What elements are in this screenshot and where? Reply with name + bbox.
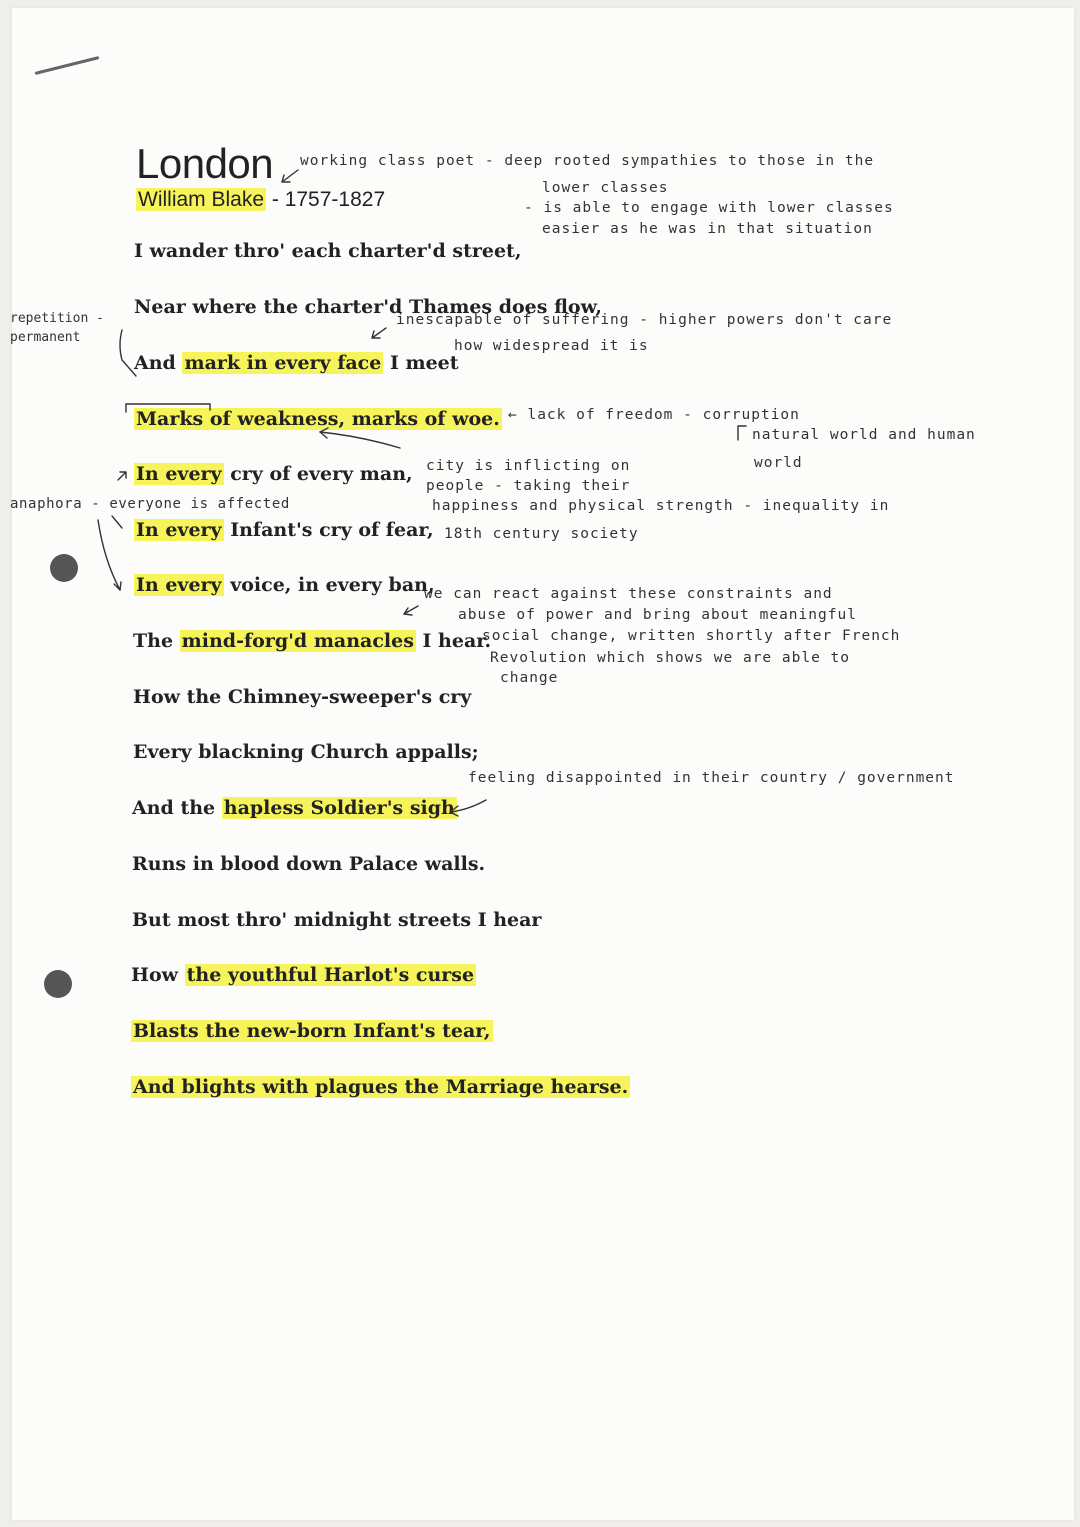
poem-line-text: How the Chimney-sweeper's cry [133,686,472,708]
poem-line-text: And [134,352,183,374]
annotation-city-4: 18th century society [444,526,639,542]
poem-line [132,853,485,875]
annotation-poet-3: - is able to engage with lower classes [524,200,894,216]
annotation-natural-1: natural world and human [752,427,976,443]
annotation-city-1: city is inflicting on [426,458,631,474]
punch-hole-bottom [44,970,72,998]
poem-line-highlight: And blights with plagues the Marriage hearse. [133,1076,629,1098]
poem-line-text: voice, in every ban, [223,574,435,596]
punch-hole-top [50,554,78,582]
poem-line [134,408,502,430]
poem-line-highlight: mind-forg'd manacles [181,630,414,652]
poem-line-highlight: hapless Soldier's sigh [223,797,455,819]
annotation-poet-1: working class poet - deep rooted sympathies to those in the [300,153,875,169]
poem-line-highlight: In every [136,519,222,541]
poem-line-text: But most thro' midnight streets I hear [132,909,542,931]
poem-line-text: Near where the charter'd Thames does flow, [134,296,602,318]
poem-line-text: cry of every man, [223,463,413,485]
annotation-react-2: abuse of power and bring about meaningful [458,607,857,623]
annotation-react-3: social change, written shortly after French [482,628,901,644]
annotation-react-4: Revolution which shows we are able to [490,650,851,666]
annotation-natural-2: world [754,455,803,471]
poem-line [133,630,491,652]
poem-line-highlight: Blasts the new-born Infant's tear, [133,1020,491,1042]
author-dates: - 1757-1827 [271,188,386,211]
poem-line-text: I meet [383,352,459,374]
poem-line-text: I wander thro' each charter'd street, [134,240,522,262]
annotation-anaphora: anaphora - everyone is affected [10,496,290,512]
poem-line [131,1076,630,1098]
poem-line [132,797,457,819]
poem-line-text: How [131,964,185,986]
poem-line [133,741,479,763]
annotation-repetition-2: permanent [10,330,81,345]
poem-line-text: The [133,630,180,652]
poem-line-highlight: Marks of weakness, marks of woe. [136,408,500,430]
annotation-city-3: happiness and physical strength - inequality in [432,498,890,514]
poem-line-text: And the [132,797,222,819]
poem-line-highlight: In every [136,463,222,485]
annotation-react-5: change [500,670,559,686]
poem-line-text: Runs in blood down Palace walls. [132,853,486,875]
poem-line [134,463,413,485]
annotation-inescapable-1: inescapable of suffering - higher powers don't care [396,312,893,328]
annotation-repetition-1: repetition - [10,311,104,326]
poem-line [134,574,435,596]
annotation-react-1: we can react against these constraints and [424,586,833,602]
poem-line [133,686,471,708]
poem-line [134,519,434,541]
poem-line-highlight: the youthful Harlot's curse [186,964,475,986]
poem-line [131,964,476,986]
annotation-inescapable-2: how widespread it is [454,338,649,354]
poem-line-highlight: In every [136,574,222,596]
poem-line-text: Every blackning Church appalls; [133,741,479,763]
annotation-poet-2: lower classes [542,180,669,196]
author-name: William Blake [138,188,265,211]
poem-line [131,1020,493,1042]
annotation-poet-4: easier as he was in that situation [542,221,873,237]
poem-line [132,909,541,931]
poem-line [134,352,459,374]
poem-title: London [136,140,274,187]
poem-line-highlight: mark in every face [184,352,382,374]
annotation-disappointed: feeling disappointed in their country / government [468,770,955,786]
poem-line-text: I hear. [415,630,492,652]
poem-line-text: Infant's cry of fear, [223,519,434,541]
annotation-city-2: people - taking their [426,478,631,494]
annotation-freedom: ← lack of freedom - corruption [508,407,800,423]
poem-line [134,240,521,262]
